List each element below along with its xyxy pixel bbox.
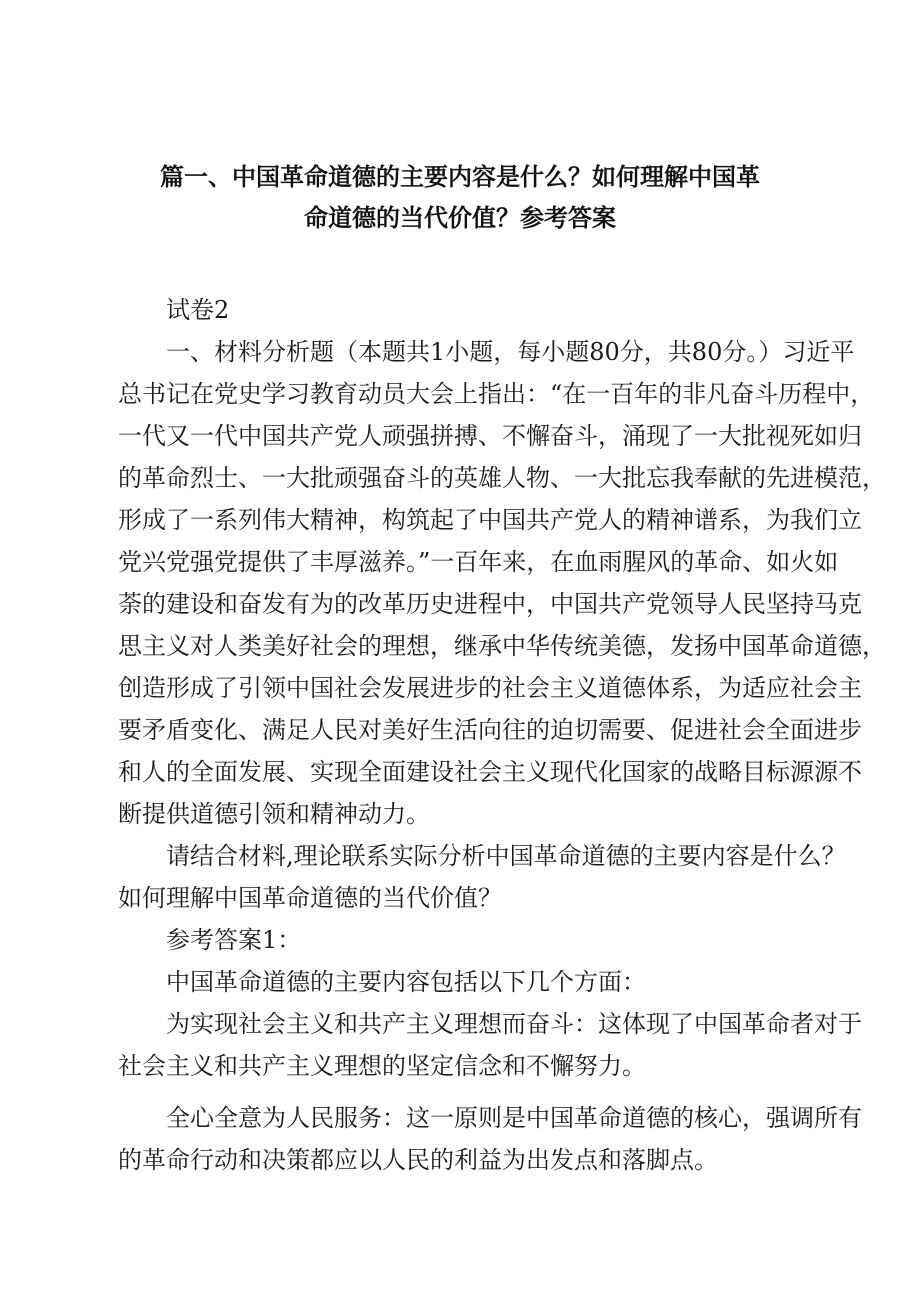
question-line: 党兴党强党提供了丰厚滋养。”一百年来，在血雨腥风的革命、如火如: [118, 548, 839, 576]
answer-point-2-line: 的革命行动和决策都应以人民的利益为出发点和落脚点。: [118, 1146, 718, 1174]
question-line: 创造形成了引领中国社会发展进步的社会主义道德体系，为适应社会主: [118, 674, 862, 702]
question-line: 和人的全面发展、实现全面建设社会主义现代化国家的战略目标源源不: [118, 758, 862, 786]
document-title-line-1: 篇一、中国革命道德的主要内容是什么？如何理解中国革: [160, 163, 760, 191]
question-line: 断提供道德引领和精神动力。: [118, 800, 430, 828]
question-line: 思主义对人类美好社会的理想，继承中华传统美德，发扬中国革命道德，: [118, 632, 886, 660]
question-line: 一代又一代中国共产党人顽强拼搏、不懈奋斗，涌现了一大批视死如归: [118, 422, 862, 450]
answer-intro: 中国革命道德的主要内容包括以下几个方面：: [166, 968, 646, 996]
question-line: 要矛盾变化、满足人民对美好生活向往的迫切需要、促进社会全面进步: [118, 716, 862, 744]
prompt-line: 如何理解中国革命道德的当代价值？: [118, 884, 502, 912]
question-line: 荼的建设和奋发有为的改革历史进程中，中国共产党领导人民坚持马克: [118, 590, 862, 618]
prompt-line: 请结合材料,理论联系实际分析中国革命道德的主要内容是什么？: [166, 842, 846, 870]
document-title-line-2: 命道德的当代价值？参考答案: [304, 204, 616, 232]
question-line: 一、材料分析题（本题共1小题，每小题80分，共80分。）习近平: [166, 338, 855, 366]
paper-label: 试卷2: [166, 296, 230, 324]
answer-label: 参考答案1：: [166, 926, 302, 954]
answer-point-1-line: 社会主义和共产主义理想的坚定信念和不懈努力。: [118, 1052, 646, 1080]
answer-point-1-line: 为实现社会主义和共产主义理想而奋斗：这体现了中国革命者对于: [166, 1010, 862, 1038]
question-line: 形成了一系列伟大精神，构筑起了中国共产党人的精神谱系，为我们立: [118, 506, 862, 534]
question-line: 的革命烈士、一大批顽强奋斗的英雄人物、一大批忘我奉献的先进模范，: [118, 464, 886, 492]
answer-point-2-line: 全心全意为人民服务：这一原则是中国革命道德的核心，强调所有: [166, 1104, 862, 1132]
question-line: 总书记在党史学习教育动员大会上指出：“在一百年的非凡奋斗历程中，: [118, 380, 875, 408]
